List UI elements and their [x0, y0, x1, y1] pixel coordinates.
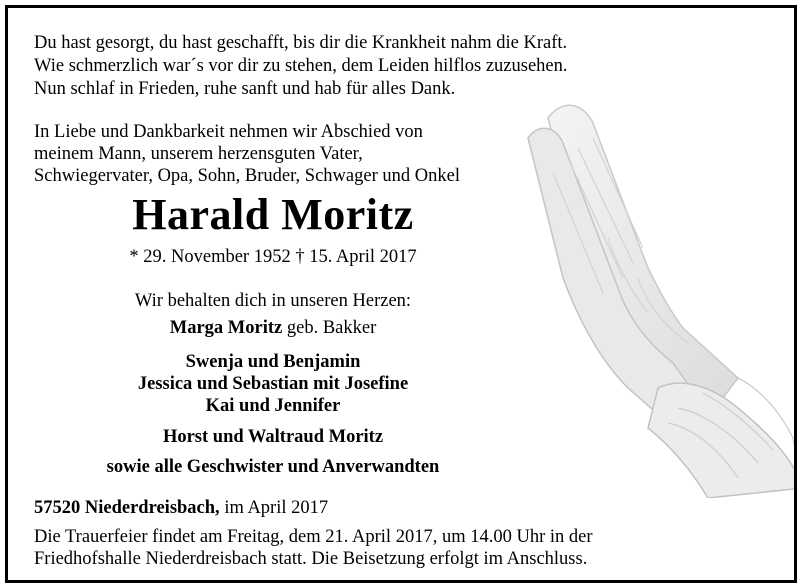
intro-line-2: meinem Mann, unserem herzensguten Vater, [34, 144, 363, 164]
relatives-line: sowie alle Geschwister und Anverwandten [106, 457, 440, 477]
place-date: im April 2017 [219, 498, 329, 518]
mourners-heading: Wir behalten dich in unseren Herzen: [134, 291, 412, 311]
poem-line-2: Wie schmerzlich war´s vor dir zu stehen, dem Leiden hilflos zuzusehen. [34, 56, 568, 76]
obituary-card [5, 5, 797, 583]
intro-line-1: In Liebe und Dankbarkeit nehmen wir Abschied von [34, 122, 423, 142]
spouse-name: Marga Moritz [169, 318, 283, 338]
children-line-2: Jessica und Sebastian mit Josefine [137, 374, 409, 394]
children-line-1: Swenja und Benjamin [185, 352, 361, 372]
service-line-2: Friedhofshalle Niederdreisbach statt. Die Beisetzung erfolgt im Anschluss. [34, 549, 588, 569]
place-location: 57520 Niederdreisbach, [34, 498, 220, 518]
intro-line-3: Schwiegervater, Opa, Sohn, Bruder, Schwager und Onkel [34, 166, 460, 186]
poem-line-1: Du hast gesorgt, du hast geschafft, bis dir die Krankheit nahm die Kraft. [34, 33, 568, 53]
spouse-note: geb. Bakker [282, 318, 377, 338]
poem-line-3: Nun schlaf in Frieden, ruhe sanft und hab für alles Dank. [34, 79, 456, 99]
life-dates: * 29. November 1952 † 15. April 2017 [129, 247, 417, 267]
parents-line: Horst und Waltraud Moritz [162, 427, 384, 447]
service-line-1: Die Trauerfeier findet am Freitag, dem 21. April 2017, um 14.00 Uhr in der [34, 527, 593, 547]
deceased-name: Harald Moritz [132, 190, 414, 239]
children-line-3: Kai und Jennifer [205, 396, 341, 416]
praying-hands-icon [508, 78, 797, 498]
place-date-line [34, 497, 328, 519]
spouse-line [8, 317, 538, 339]
